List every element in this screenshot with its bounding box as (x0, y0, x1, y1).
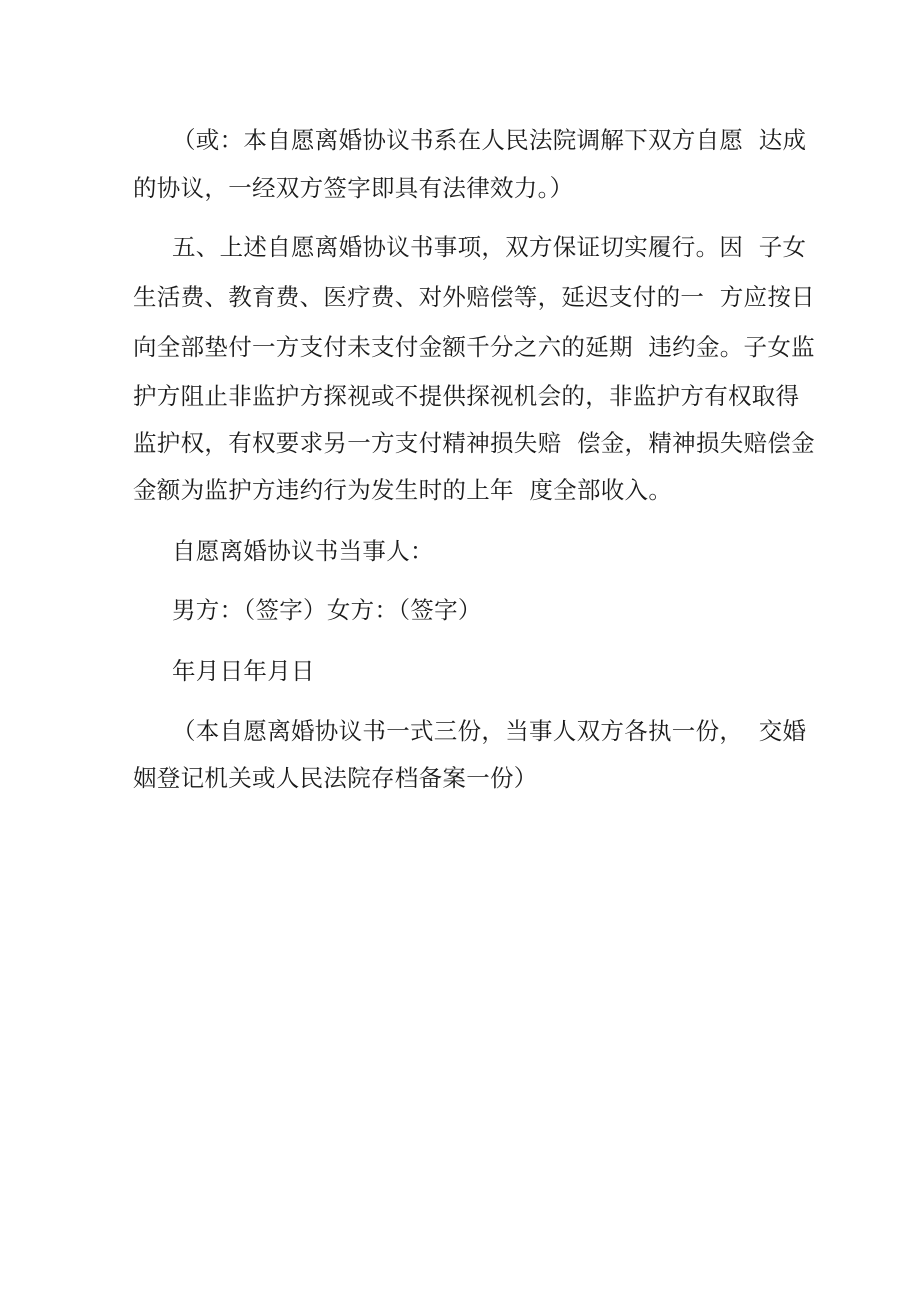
clause-five-line-6: 金额为监护方违约行为发生时的上年 度全部收入。 (133, 476, 673, 504)
clause-five-line-2: 生活费、教育费、医疗费、对外赔偿等，延迟支付的一 方应按日 (133, 283, 815, 311)
copies-note-line-2: 姻登记机关或人民法院存档备案一份） (133, 764, 538, 792)
clause-five-line-5: 监护权，有权要求另一方支付精神损失赔 偿金，精神损失赔偿金 (133, 429, 815, 457)
court-mediation-note-line-2: 的协议，一经双方签字即具有法律效力。） (133, 174, 574, 202)
clause-five-line-4: 护方阻止非监护方探视或不提供探视机会的，非监护方有权取得 (133, 382, 800, 410)
parties-heading: 自愿离婚协议书当事人： (172, 537, 434, 565)
date-line: 年月日年月日 (172, 657, 315, 685)
copies-note-line-1: （本自愿离婚协议书一式三份，当事人双方各执一份， 交婚 (172, 717, 807, 745)
signature-line: 男方：（签字）女方：（签字） (172, 596, 482, 624)
clause-five-line-1: 五、上述自愿离婚协议书事项，双方保证切实履行。因 子女 (172, 233, 807, 261)
court-mediation-note-line-1: （或：本自愿离婚协议书系在人民法院调解下双方自愿 达成 (172, 126, 807, 154)
clause-five-line-3: 向全部垫付一方支付未支付金额千分之六的延期 违约金。子女监 (133, 333, 815, 361)
